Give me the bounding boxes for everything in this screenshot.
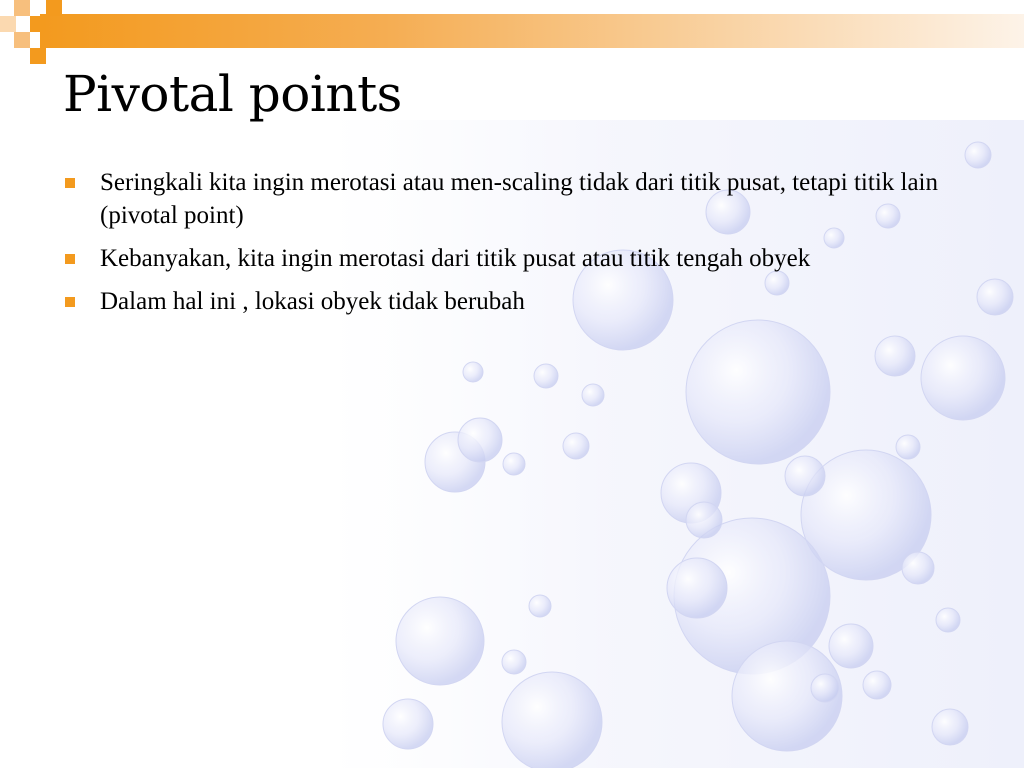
bullet-text: Seringkali kita ingin merotasi atau men-scaling tidak dari titik pusat, tetapi titik lain (pivotal point) xyxy=(100,169,939,229)
bullet-item xyxy=(60,166,940,232)
header-accent-bar xyxy=(40,14,1024,48)
bullet-square-icon xyxy=(65,297,75,307)
header-accent-square xyxy=(14,32,30,48)
bullet-square-icon xyxy=(65,254,75,264)
slide-title: Pivotal points xyxy=(63,65,402,123)
header-accent-square xyxy=(30,48,46,64)
bullet-square-icon xyxy=(65,178,75,188)
bullet-text: Dalam hal ini , lokasi obyek tidak berubah xyxy=(100,288,525,315)
header-accent-square xyxy=(14,0,30,16)
bullet-item xyxy=(60,242,940,275)
bullet-list xyxy=(60,166,940,328)
header-accent-square xyxy=(0,16,16,32)
header-accent-square xyxy=(30,16,46,32)
header-accent-square xyxy=(46,0,62,16)
bullet-text: Kebanyakan, kita ingin merotasi dari titik pusat atau titik tengah obyek xyxy=(100,245,811,272)
bullet-item xyxy=(60,285,940,318)
